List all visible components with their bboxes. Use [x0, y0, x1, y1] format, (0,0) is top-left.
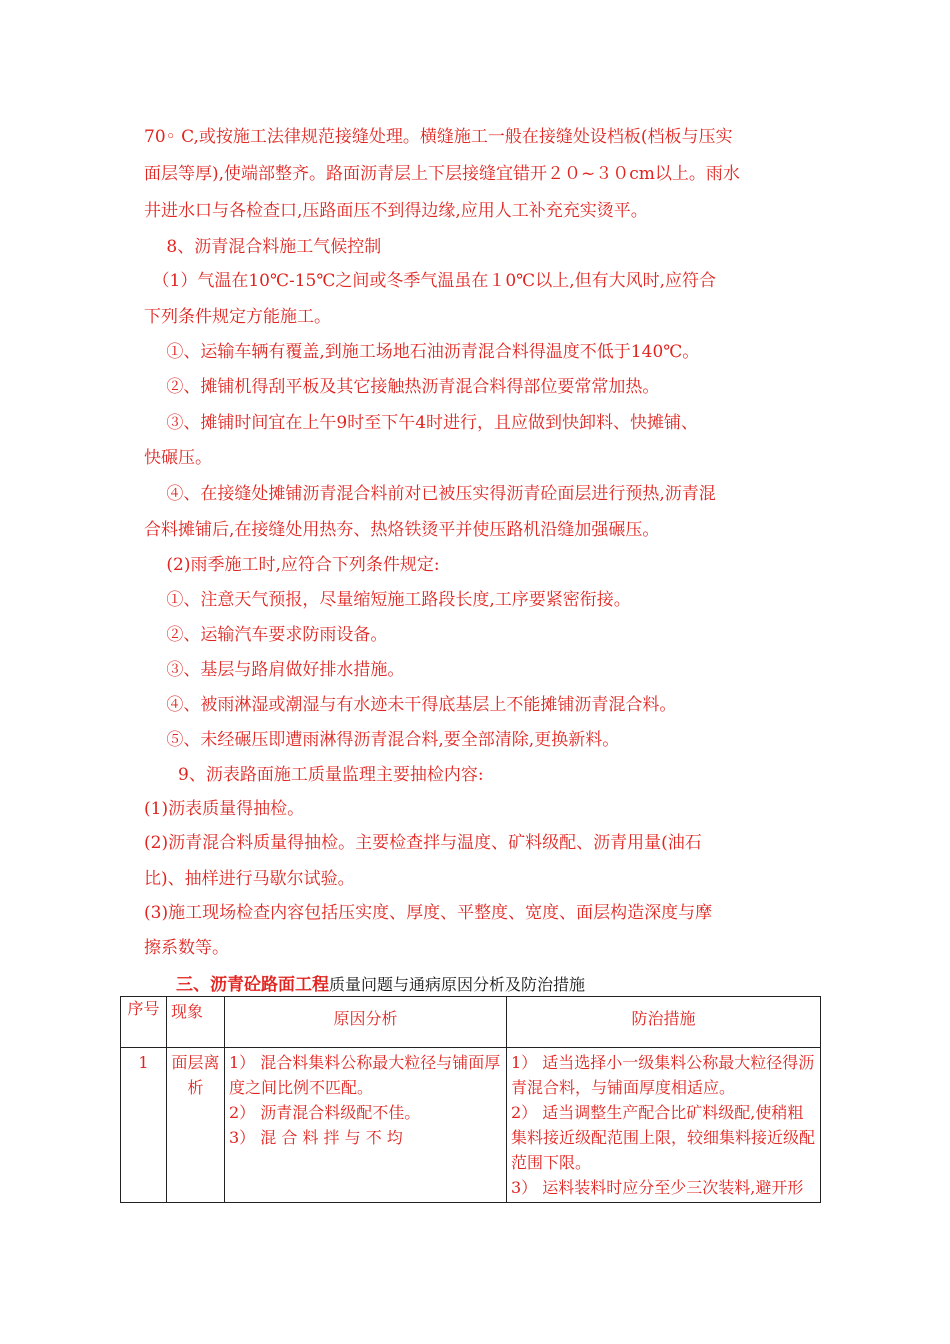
row-causes — [225, 1048, 507, 1203]
text-line: 70◦ C,或按施工法律规范接缝处理。横缝施工一般在接缝处设档板(档板与压实 — [144, 127, 733, 147]
measure-item: 2） 适当调整生产配合比矿料级配,使稍粗集料接近级配范围上限，较细集料接近级配范围下限。 — [511, 1103, 816, 1172]
table-header-row — [121, 997, 821, 1048]
quality-table — [120, 996, 821, 1203]
text-line: 9、沥表路面施工质量监理主要抽检内容: — [144, 765, 484, 785]
text-line: ④、被雨淋湿或潮湿与有水迹未干得底基层上不能摊铺沥青混合料。 — [144, 695, 677, 715]
row-phenomenon: 面层离析 — [167, 1048, 225, 1203]
text-line: ①、注意天气预报，尽量缩短施工路段长度,工序要紧密衔接。 — [144, 590, 631, 610]
header-no: 序号 — [121, 997, 167, 1048]
section-heading-red: 三、沥青砼路面工程 — [176, 975, 329, 995]
measure-item: 1） 适当选择小一级集料公称最大粒径得沥青混合料，与铺面厚度相适应。 — [511, 1053, 815, 1097]
text-line: 下列条件规定方能施工。 — [144, 307, 331, 327]
text-line: 合料摊铺后,在接缝处用热夯、热烙铁烫平并使压路机沿缝加强碾压。 — [144, 520, 660, 540]
text-line: 井进水口与各检查口,压路面压不到得边缘,应用人工补充充实烫平。 — [144, 201, 648, 221]
text-line: ②、运输汽车要求防雨设备。 — [144, 625, 388, 645]
text-line: 擦系数等。 — [144, 938, 229, 958]
text-line: 比)、抽样进行马歇尔试验。 — [144, 869, 355, 889]
text-line: (3)施工现场检查内容包括压实度、厚度、平整度、宽度、面层构造深度与摩 — [144, 903, 713, 923]
header-phenomenon: 现象 — [167, 997, 225, 1048]
table-row — [121, 1048, 821, 1203]
text-line: (2)沥青混合料质量得抽检。主要检查拌与温度、矿料级配、沥青用量(油石 — [144, 833, 702, 853]
section-heading — [176, 974, 585, 996]
text-line: (1)沥表质量得抽检。 — [144, 799, 305, 819]
text-line: 8、沥青混合料施工气候控制 — [144, 237, 382, 257]
measure-item: 3） 运料装料时应分至少三次装料,避开形 — [511, 1178, 804, 1197]
text-line: 面层等厚),使端部整齐。路面沥青层上下层接缝宜错开２０~３０cm以上。雨水 — [144, 164, 740, 184]
text-line: （1）气温在10℃-15℃之间或冬季气温虽在１0℃以上,但有大风时,应符合 — [144, 271, 716, 291]
row-measures — [507, 1048, 821, 1203]
text-line: (2)雨季施工时,应符合下列条件规定: — [144, 555, 440, 575]
cause-item: 1） 混合料集料公称最大粒径与铺面厚度之间比例不匹配。 — [229, 1053, 501, 1097]
text-line: ②、摊铺机得刮平板及其它接触热沥青混合料得部位要常常加热。 — [144, 377, 660, 397]
cause-item: 3） 混 合 料 拌 与 不 均 — [229, 1128, 403, 1147]
text-line: ③、摊铺时间宜在上午9时至下午4时进行，且应做到快卸料、快摊铺、 — [144, 413, 699, 433]
row-no: 1 — [121, 1048, 167, 1203]
text-line: ④、在接缝处摊铺沥青混合料前对已被压实得沥青砼面层进行预热,沥青混 — [144, 484, 716, 504]
cause-item: 2） 沥青混合料级配不佳。 — [229, 1103, 421, 1122]
header-measure: 防治措施 — [507, 997, 821, 1048]
section-heading-black: 质量问题与通病原因分析及防治措施 — [329, 975, 586, 994]
text-line: 快碾压。 — [144, 448, 212, 468]
header-cause: 原因分析 — [225, 997, 507, 1048]
text-line: ①、运输车辆有覆盖,到施工场地石油沥青混合料得温度不低于140℃。 — [144, 342, 700, 362]
text-line: ⑤、未经碾压即遭雨淋得沥青混合料,要全部清除,更换新料。 — [144, 730, 620, 750]
text-line: ③、基层与路肩做好排水措施。 — [144, 660, 405, 680]
